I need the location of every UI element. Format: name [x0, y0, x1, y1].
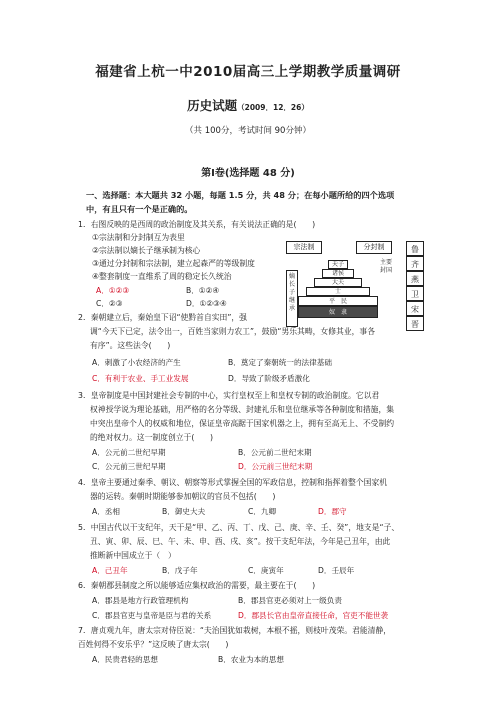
tier-tianzi: 天子	[328, 260, 348, 269]
state-song: 宋	[406, 301, 424, 316]
q2-option-a: A．刺激了小农经济的产生	[92, 358, 181, 367]
q6-stem: 6．秦朝郡县制度之所以能够适应集权政治的需要，最主要在于( )	[78, 581, 316, 590]
tier-nuli: 奴 隶	[298, 306, 378, 318]
q4-option-a: A．丞相	[92, 507, 120, 516]
state-wei: 卫	[406, 286, 424, 301]
diagram-label-zongfa: 宗法制	[286, 241, 322, 254]
q1-stem: 1．右图反映的是西周的政治制度及其关系，有关说法正确的是( )	[78, 220, 316, 229]
q3-stem-1: 3．皇帝制度是中国封建社会专制的中心，实行皇权至上和皇权专制的政治制度。它以君	[78, 391, 380, 400]
q6-option-b: B．郡县官吏必须对上一级负责	[238, 596, 342, 605]
tier-pingmin: 平 民	[298, 296, 378, 306]
part-title: 第Ⅰ卷(选择题 48 分)	[201, 168, 295, 179]
state-qi: 齐	[406, 256, 424, 271]
q6-option-a: A．郡县是地方行政管理机构	[92, 596, 189, 605]
q6-option-d: D．郡县长官由皇帝直接任命，官吏不能世袭	[238, 611, 389, 620]
q5-stem-2: 丑、寅、卯、辰、巳、午、未、申、酉、戌、亥”。按干支纪年法，今年是己丑年，由此	[90, 537, 391, 546]
q5-option-a: A．己丑年	[92, 566, 128, 575]
exam-note: （共 100分，考试时间 90分钟）	[185, 126, 311, 136]
q3-stem-4: 的绝对权力。这一制度创立于( )	[90, 433, 214, 442]
exam-date: （2009．12．26）	[237, 103, 309, 112]
q2-option-c: C．有利于农业、手工业发展	[92, 374, 189, 383]
state-lu: 鲁	[406, 241, 424, 256]
q3-stem-3: 中突出皇帝个人的权威和地位，保证皇帝高踞于国家机器之上，拥有至高无上、不受制约	[90, 419, 395, 428]
q7-option-b: B．农业为本的思想	[218, 655, 284, 664]
q4-option-d: D．郡守	[318, 507, 347, 516]
q4-option-b: B．御史大夫	[162, 507, 206, 516]
q3-stem-2: 权神授学说为理论基础，用严格的名分等级、封建礼乐和皇位继承等各种制度和措施，集	[90, 405, 395, 414]
diagram-left-side: 嫡长子继承	[286, 270, 298, 327]
q2-stem-3: 有序”。这些法令( )	[90, 341, 171, 350]
q7-stem-1: 7．唐贞观九年，唐太宗对侍臣说：“夫治国犹如栽树，本根不摇，则枝叶茂荣。君能清静，	[78, 626, 392, 635]
q2-stem-1: 2．秦朝建立后，秦始皇下诏“使黔首自实田”，强	[78, 313, 247, 322]
q1-option-d: D．①②③④	[186, 299, 227, 308]
q3-option-c: C．公元前三世纪早期	[92, 462, 166, 471]
tier-shi: 士	[306, 287, 370, 296]
q1-statement-4: ④整套制度一直维系了周的稳定长久统治	[92, 272, 232, 281]
section-instructions: 一、选择题：本大题共 32 小题，每题 1.5 分，共 48 分；在每小题所给的四个选项中，有且只有一个是正确的。	[86, 190, 395, 214]
q1-statement-1: ①宗法制和分封制互为表里	[92, 233, 185, 242]
q1-statement-3: ③通过分封制和宗法制，建立起森严的等级制度	[92, 259, 255, 268]
q5-stem-3: 推断新中国成立于（ ）	[90, 551, 176, 560]
diagram-right-side: 主要封国	[380, 257, 392, 309]
tier-zhuhou: 诸侯	[322, 269, 354, 278]
q7-stem-2: 百姓何得不安乐乎？”这反映了唐太宗( )	[78, 640, 229, 649]
q3-option-b: B．公元前二世纪末期	[238, 448, 312, 457]
tier-dafu: 大夫	[314, 278, 362, 287]
subject-label: 历史试题	[187, 98, 238, 113]
q5-option-b: B．戊子年	[162, 566, 198, 575]
q6-option-c: C．郡县官吏与皇帝是臣与君的关系	[92, 611, 212, 620]
q4-stem-1: 4．皇帝主要通过秦季、朝议、朝察等形式掌握全国的军政信息，控制和指挥着整个国家机	[78, 478, 388, 487]
q3-option-d: D．公元前三世纪末期	[238, 462, 313, 471]
q2-option-b: B．奠定了秦朝统一的法律基础	[228, 358, 332, 367]
q1-option-b: B．①②④	[186, 286, 220, 295]
q1-statement-2: ②宗法制以嫡长子继承制为核心	[92, 246, 201, 255]
q5-stem-1: 5．中国古代以干支纪年，天干是“甲、乙、丙、丁、戊、己、庚、辛、壬、癸”，地支是“子、	[78, 523, 400, 532]
q1-option-a: A．①②③	[96, 286, 130, 295]
q5-option-c: C．庚寅年	[248, 566, 284, 575]
q2-stem-2: 调“今天下已定，法令出一，百姓当家则力农工”，鼓励“男乐其畴，女修其业，事各	[90, 327, 376, 336]
exam-subject	[0, 96, 496, 114]
q7-option-a: A．民贵君轻的思想	[92, 655, 158, 664]
q1-option-c: C．②③	[96, 299, 123, 308]
q4-stem-2: 器的运转。秦朝时期能够参加朝议的官员不包括( )	[90, 492, 276, 501]
q3-option-a: A．公元前二世纪早期	[92, 448, 166, 457]
exam-title: 福建省上杭一中2010届高三上学期教学质量调研	[95, 64, 401, 80]
diagram-label-fenfeng: 分封制	[356, 241, 392, 254]
state-yan: 燕	[406, 271, 424, 286]
state-jin: 晋	[406, 316, 424, 331]
q4-option-c: C．九卿	[248, 507, 277, 516]
q5-option-d: D．壬辰年	[318, 566, 355, 575]
q2-option-d: D．导致了阶级矛盾激化	[228, 374, 310, 383]
